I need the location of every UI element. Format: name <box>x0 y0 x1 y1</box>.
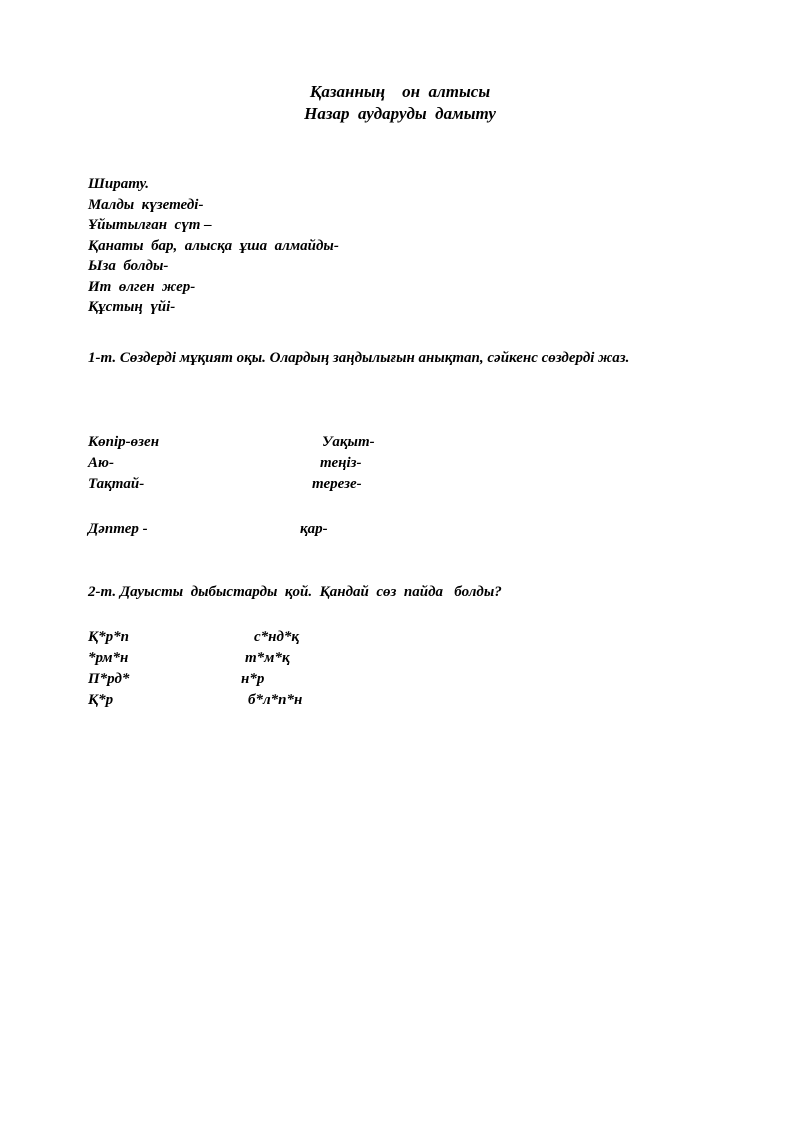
task2-pair-right: б*л*п*н <box>248 692 303 708</box>
task1-pair-left: Көпір-өзен <box>88 434 160 450</box>
task1-pair-right: қар- <box>300 521 328 537</box>
task2-instruction: 2-т. Дауысты дыбыстарды қой. Қандай сөз пайда болды? <box>88 584 502 600</box>
task2-pair-left: Қ*р <box>88 692 114 708</box>
riddle-item: Қанаты бар, алысқа ұша алмайды- <box>88 237 339 254</box>
task1-pair-left: Дәптер - <box>88 521 148 537</box>
riddles-section <box>88 174 339 318</box>
riddle-item: Ұйытылған сүт – <box>88 217 212 233</box>
riddle-item: Құстың үйі- <box>88 299 176 315</box>
page-title: Қазанның он алтысы <box>309 82 491 101</box>
task2-pair-left: *рм*н <box>88 650 129 666</box>
riddle-item: Ит өлген жер- <box>88 278 196 295</box>
task1-instruction: 1-т. Сөздерді мұқият оқы. Олардың заңдылығын анықтап, сәйкенс сөздерді жаз. <box>88 350 630 366</box>
riddles-heading: Ширату. <box>88 176 149 192</box>
task1-pair-left: Аю- <box>88 455 114 471</box>
riddle-item: Ыза болды- <box>88 258 169 274</box>
task2-pair-left: П*рд* <box>88 671 130 687</box>
task2-pair-right: т*м*қ <box>245 650 290 666</box>
task1-pair-left: Тақтай- <box>88 476 145 492</box>
task2-pair-right: с*нд*қ <box>254 629 300 645</box>
task2-pair-left: Қ*р*п <box>88 629 130 645</box>
page-subtitle: Назар аударуды дамыту <box>304 104 496 123</box>
task1-pair-right: теңіз- <box>320 455 362 471</box>
task2-pair-right: н*р <box>241 671 265 687</box>
task1-pair-right: терезе- <box>312 476 362 492</box>
task1-pair-right: Уақыт- <box>322 434 375 450</box>
riddle-item: Малды күзетеді- <box>88 196 204 213</box>
